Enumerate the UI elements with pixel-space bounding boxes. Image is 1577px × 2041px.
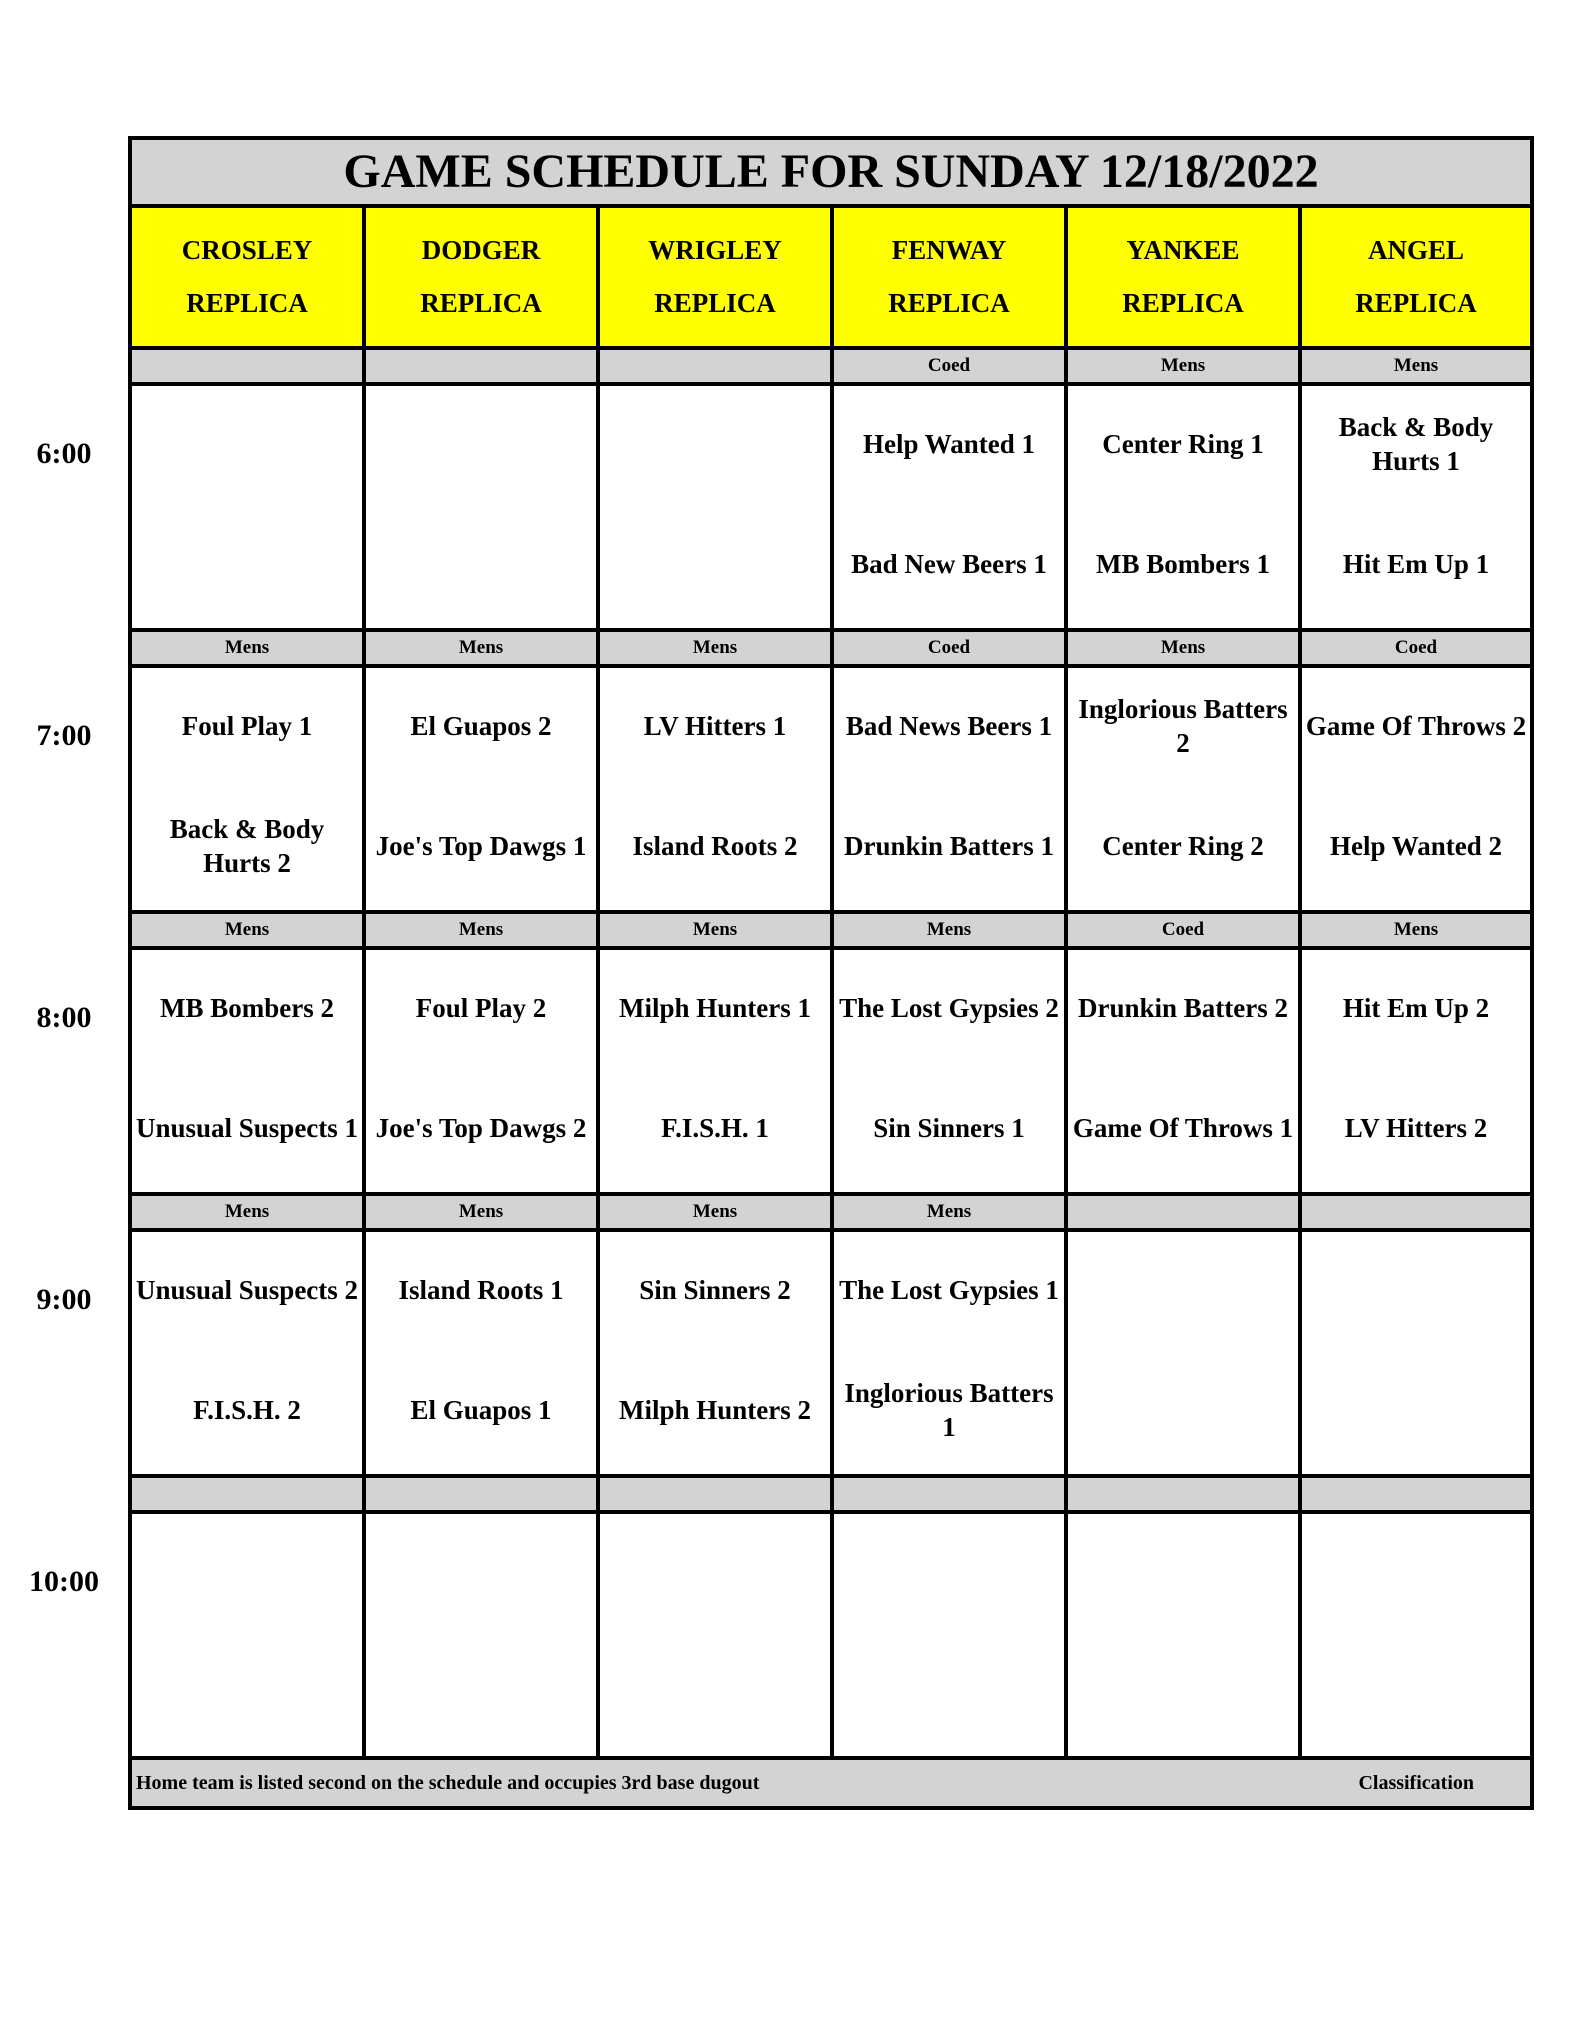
home-team: El Guapos 1: [410, 1395, 552, 1425]
classification-cell: [1302, 1196, 1530, 1232]
game-row: [132, 386, 1530, 632]
visiting-team: [600, 390, 830, 498]
home-team: [1302, 1356, 1530, 1464]
classification-cell: Mens: [132, 632, 366, 668]
classification-cell: Mens: [366, 914, 600, 950]
classification-cell: [366, 350, 600, 386]
home-team: [1068, 1356, 1298, 1464]
classification-cell: Mens: [600, 1196, 834, 1232]
visiting-team: Sin Sinners 2: [639, 1275, 791, 1305]
game-row: [132, 668, 1530, 914]
classification-cell: [1068, 1196, 1302, 1232]
field-name: CROSLEY: [181, 235, 313, 265]
game-cell: [132, 950, 366, 1196]
field-name: FENWAY: [891, 235, 1007, 265]
field-subtitle: REPLICA: [888, 288, 1010, 318]
classification-cell: Mens: [834, 1196, 1068, 1232]
home-team: F.I.S.H. 2: [193, 1395, 301, 1425]
game-cell: [366, 386, 600, 632]
game-cell: [600, 950, 834, 1196]
home-team: Sin Sinners 1: [873, 1113, 1025, 1143]
home-team-note: Home team is listed second on the schedule and occupies 3rd base dugout: [136, 1772, 760, 1794]
home-team: Bad New Beers 1: [851, 549, 1047, 579]
game-cell: [1302, 668, 1530, 914]
home-team: Milph Hunters 2: [618, 1395, 812, 1425]
classification-row: [132, 1196, 1530, 1232]
game-cell: [366, 668, 600, 914]
visiting-team: [600, 1518, 830, 1626]
time-label: 7:00: [36, 719, 92, 752]
field-name: DODGER: [421, 235, 541, 265]
home-team: Center Ring 2: [1102, 831, 1264, 861]
home-team: [600, 1638, 830, 1746]
home-team: Joe's Top Dawgs 2: [375, 1113, 587, 1143]
classification-cell: Mens: [132, 914, 366, 950]
field-subtitle: REPLICA: [654, 288, 776, 318]
visiting-team: [132, 390, 362, 498]
visiting-team: Back & Body Hurts 1: [1338, 412, 1494, 476]
visiting-team: MB Bombers 2: [160, 993, 334, 1023]
game-cell: [834, 386, 1068, 632]
field-name: YANKEE: [1126, 235, 1240, 265]
visiting-team: Hit Em Up 2: [1342, 993, 1490, 1023]
field-name: WRIGLEY: [648, 235, 782, 265]
classification-cell: Mens: [600, 632, 834, 668]
time-label: 10:00: [29, 1565, 99, 1598]
classification-cell: Mens: [366, 632, 600, 668]
game-row: [132, 1514, 1530, 1760]
game-cell: [600, 668, 834, 914]
game-cell: [1068, 1232, 1302, 1478]
classification-cell: Mens: [1068, 632, 1302, 668]
visiting-team: The Lost Gypsies 1: [839, 1275, 1059, 1305]
visiting-team: [366, 1518, 596, 1626]
classification-row: [132, 914, 1530, 950]
visiting-team: Center Ring 1: [1102, 429, 1264, 459]
visiting-team: Milph Hunters 1: [618, 993, 812, 1023]
visiting-team: Island Roots 1: [398, 1275, 564, 1305]
time-label: 6:00: [36, 437, 92, 470]
game-cell: [834, 668, 1068, 914]
classification-row: [132, 1478, 1530, 1514]
game-cell: [132, 1514, 366, 1760]
classification-cell: Mens: [132, 1196, 366, 1232]
game-cell: [366, 950, 600, 1196]
classification-cell: Mens: [1068, 350, 1302, 386]
classification-cell: Mens: [834, 914, 1068, 950]
game-cell: [600, 1232, 834, 1478]
time-label: 8:00: [36, 1001, 92, 1034]
visiting-team: LV Hitters 1: [643, 711, 787, 741]
game-cell: [1302, 1514, 1530, 1760]
visiting-team: The Lost Gypsies 2: [839, 993, 1059, 1023]
classification-cell: Coed: [1302, 632, 1530, 668]
classification-cell: Coed: [834, 632, 1068, 668]
field-subtitle: REPLICA: [420, 288, 542, 318]
field-header-angel: [1302, 208, 1530, 350]
game-cell: [1302, 386, 1530, 632]
home-team: Unusual Suspects 1: [135, 1113, 359, 1143]
home-team: Help Wanted 2: [1329, 831, 1503, 861]
home-team: [1302, 1638, 1530, 1746]
visiting-team: Unusual Suspects 2: [135, 1275, 359, 1305]
game-cell: [834, 1232, 1068, 1478]
visiting-team: [366, 390, 596, 498]
home-team: [366, 1638, 596, 1746]
visiting-team: [1302, 1236, 1530, 1344]
home-team: LV Hitters 2: [1344, 1113, 1488, 1143]
game-cell: [132, 668, 366, 914]
field-header-crosley: [132, 208, 366, 350]
game-cell: [366, 1514, 600, 1760]
home-team: Drunkin Batters 1: [843, 831, 1054, 861]
game-cell: [1068, 386, 1302, 632]
classification-cell: [600, 350, 834, 386]
field-header-fenway: [834, 208, 1068, 350]
visiting-team: [834, 1518, 1064, 1626]
classification-cell: [1068, 1478, 1302, 1514]
home-team: [132, 1638, 362, 1746]
game-cell: [1068, 950, 1302, 1196]
footer-bar: [132, 1760, 1530, 1806]
home-team: F.I.S.H. 1: [661, 1113, 769, 1143]
home-team: [1068, 1638, 1298, 1746]
home-team: Back & Body Hurts 2: [169, 814, 325, 878]
home-team: [834, 1638, 1064, 1746]
visiting-team: [132, 1518, 362, 1626]
home-team: Hit Em Up 1: [1342, 549, 1490, 579]
classification-label: Classification: [1358, 1772, 1474, 1794]
classification-cell: [132, 350, 366, 386]
game-cell: [834, 1514, 1068, 1760]
classification-cell: Mens: [600, 914, 834, 950]
classification-cell: Mens: [1302, 350, 1530, 386]
visiting-team: [1068, 1518, 1298, 1626]
visiting-team: [1068, 1236, 1298, 1344]
game-cell: [834, 950, 1068, 1196]
classification-row: [132, 350, 1530, 386]
game-cell: [1068, 668, 1302, 914]
visiting-team: Drunkin Batters 2: [1077, 993, 1288, 1023]
classification-cell: Coed: [834, 350, 1068, 386]
visiting-team: Foul Play 2: [415, 993, 547, 1023]
field-header-yankee: [1068, 208, 1302, 350]
field-name: ANGEL: [1367, 235, 1465, 265]
game-cell: [1302, 1232, 1530, 1478]
classification-cell: Mens: [366, 1196, 600, 1232]
classification-cell: Coed: [1068, 914, 1302, 950]
schedule-table: [128, 136, 1534, 1810]
game-cell: [1302, 950, 1530, 1196]
home-team: Game Of Throws 1: [1072, 1113, 1294, 1143]
home-team: Inglorious Batters 1: [844, 1378, 1054, 1442]
field-subtitle: REPLICA: [1355, 288, 1477, 318]
classification-cell: [366, 1478, 600, 1514]
visiting-team: Help Wanted 1: [862, 429, 1036, 459]
field-header-row: [132, 208, 1530, 350]
home-team: Joe's Top Dawgs 1: [375, 831, 587, 861]
visiting-team: Bad News Beers 1: [845, 711, 1053, 741]
field-subtitle: REPLICA: [1122, 288, 1244, 318]
home-team: MB Bombers 1: [1096, 549, 1270, 579]
home-team: Island Roots 2: [632, 831, 798, 861]
game-cell: [132, 386, 366, 632]
visiting-team: Inglorious Batters 2: [1078, 694, 1288, 758]
game-cell: [366, 1232, 600, 1478]
classification-cell: Mens: [1302, 914, 1530, 950]
schedule-title: GAME SCHEDULE FOR SUNDAY 12/18/2022: [132, 140, 1530, 208]
classification-cell: [1302, 1478, 1530, 1514]
home-team: [600, 510, 830, 618]
visiting-team: [1302, 1518, 1530, 1626]
visiting-team: El Guapos 2: [410, 711, 552, 741]
home-team: [366, 510, 596, 618]
time-label: 9:00: [36, 1283, 92, 1316]
classification-cell: [600, 1478, 834, 1514]
field-header-wrigley: [600, 208, 834, 350]
home-team: [132, 510, 362, 618]
field-header-dodger: [366, 208, 600, 350]
game-row: [132, 1232, 1530, 1478]
game-cell: [1068, 1514, 1302, 1760]
classification-row: [132, 632, 1530, 668]
game-row: [132, 950, 1530, 1196]
game-cell: [600, 1514, 834, 1760]
classification-cell: [834, 1478, 1068, 1514]
game-cell: [600, 386, 834, 632]
visiting-team: Foul Play 1: [181, 711, 313, 741]
game-cell: [132, 1232, 366, 1478]
visiting-team: Game Of Throws 2: [1305, 711, 1527, 741]
classification-cell: [132, 1478, 366, 1514]
field-subtitle: REPLICA: [186, 288, 308, 318]
